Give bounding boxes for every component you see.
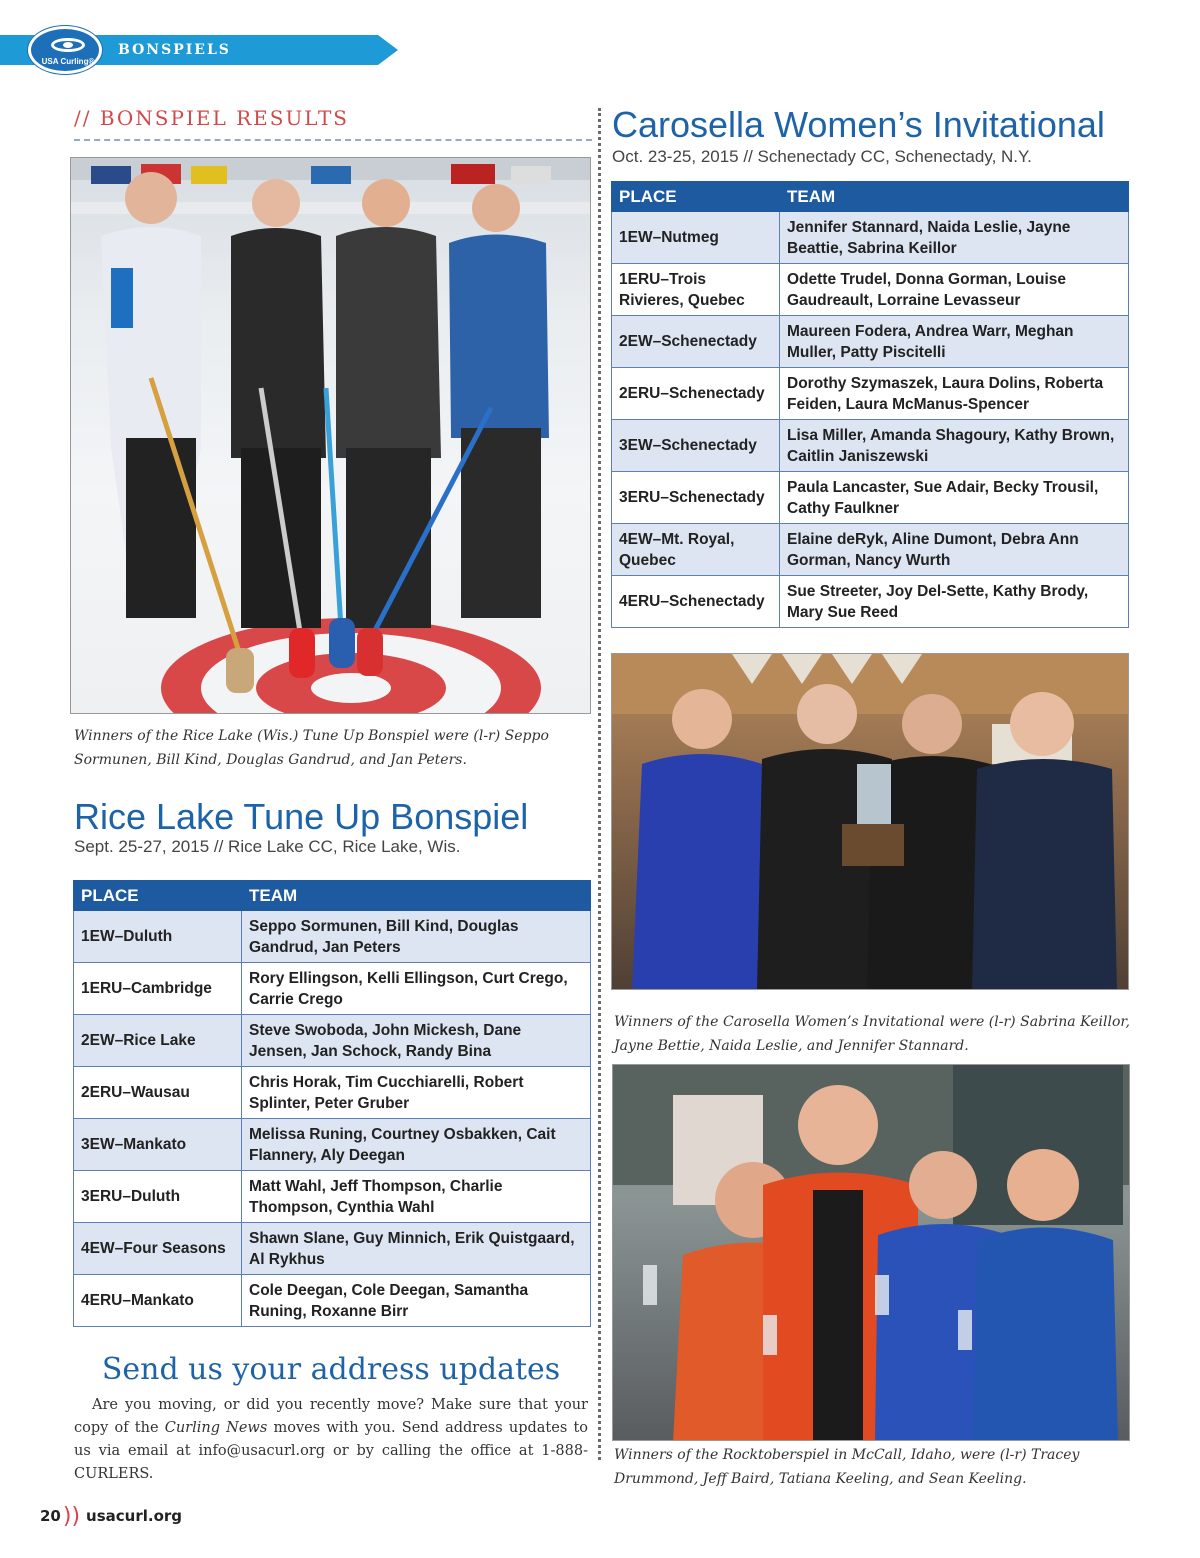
rice-lake-title: Rice Lake Tune Up Bonspiel <box>74 796 529 837</box>
place-cell: 4EW–Mt. Royal, Quebec <box>612 524 780 576</box>
place-cell: 4ERU–Mankato <box>74 1275 242 1327</box>
place-cell: 2ERU–Wausau <box>74 1067 242 1119</box>
table-row <box>612 212 1129 264</box>
place-column-header: PLACE <box>74 881 242 911</box>
team-cell: Jennifer Stannard, Naida Leslie, Jayne Beattie, Sabrina Keillor <box>780 212 1129 264</box>
page-number: 20 <box>40 1507 61 1525</box>
place-cell: 3EW–Schenectady <box>612 420 780 472</box>
team-cell: Melissa Runing, Courtney Osbakken, Cait Flannery, Aly Deegan <box>242 1119 591 1171</box>
rocktoberspiel-photo-caption: Winners of the Rocktoberspiel in McCall, Idaho, were (l-r) Tracey Drummond, Jeff Baird, Tatiana Keeling, and Sean Keeling. <box>614 1447 1080 1487</box>
table-row <box>612 420 1129 472</box>
page-footer <box>40 1504 182 1529</box>
logo-text: USA Curling® <box>41 57 95 66</box>
place-cell: 4EW–Four Seasons <box>74 1223 242 1275</box>
table-row <box>74 1275 591 1327</box>
footer-site: usacurl.org <box>86 1507 183 1525</box>
carosella-photo-caption: Winners of the Carosella Women’s Invitational were (l-r) Sabrina Keillor, Jayne Bettie, Naida Leslie, and Jennifer Stannard. <box>614 1014 1130 1054</box>
place-cell: 1ERU–Cambridge <box>74 963 242 1015</box>
table-header-row <box>74 881 591 911</box>
table-row <box>612 264 1129 316</box>
carosella-photo-art <box>612 654 1129 990</box>
team-cell: Cole Deegan, Cole Deegan, Samantha Runing, Roxanne Birr <box>242 1275 591 1327</box>
table-row <box>612 368 1129 420</box>
rice-lake-winners-photo <box>70 157 591 714</box>
footer-ornament: )) <box>62 1504 81 1529</box>
bonspiel-results-heading: // BONSPIEL RESULTS <box>74 106 350 130</box>
table-header-row <box>612 182 1129 212</box>
team-cell: Steve Swoboda, John Mickesh, Dane Jensen, Jan Schock, Randy Bina <box>242 1015 591 1067</box>
team-cell: Matt Wahl, Jeff Thompson, Charlie Thompson, Cynthia Wahl <box>242 1171 591 1223</box>
section-divider <box>74 139 592 141</box>
place-cell: 3EW–Mankato <box>74 1119 242 1171</box>
logo-dot <box>63 42 73 48</box>
address-body-part-2: moves with you. Send address updates to us via email at info@usacurl.org or by calling the office at 1-888-CURLERS. <box>74 1420 589 1482</box>
carosella-winners-photo <box>611 653 1129 990</box>
place-cell: 1EW–Nutmeg <box>612 212 780 264</box>
place-column-header: PLACE <box>612 182 780 212</box>
team-cell: Chris Horak, Tim Cucchiarelli, Robert Splinter, Peter Gruber <box>242 1067 591 1119</box>
rocktober-photo-art <box>613 1065 1130 1441</box>
carosella-subtitle: Oct. 23-25, 2015 // Schenectady CC, Schenectady, N.Y. <box>612 147 1032 166</box>
table-row <box>612 472 1129 524</box>
team-cell: Paula Lancaster, Sue Adair, Becky Trousil, Cathy Faulkner <box>780 472 1129 524</box>
carosella-title: Carosella Women’s Invitational <box>612 104 1105 145</box>
publication-name: Curling News <box>164 1420 268 1436</box>
team-cell: Rory Ellingson, Kelli Ellingson, Curt Crego, Carrie Crego <box>242 963 591 1015</box>
table-row <box>612 316 1129 368</box>
table-row <box>74 1171 591 1223</box>
place-cell: 2ERU–Schenectady <box>612 368 780 420</box>
address-updates-title: Send us your address updates <box>101 1352 561 1387</box>
address-body-part-1: Are you moving, or did you recently move? Make sure that your copy of the <box>74 1397 588 1436</box>
table-row <box>74 1223 591 1275</box>
rice-lake-photo-art <box>71 158 591 714</box>
table-row <box>612 524 1129 576</box>
table-row <box>74 1119 591 1171</box>
table-row <box>74 963 591 1015</box>
rice-lake-photo-caption: Winners of the Rice Lake (Wis.) Tune Up Bonspiel were (l-r) Seppo Sormunen, Bill Kind, Douglas Gandrud, and Jan Peters. <box>74 728 549 768</box>
address-updates-body <box>74 1394 588 1486</box>
place-cell: 2EW–Schenectady <box>612 316 780 368</box>
team-cell: Maureen Fodera, Andrea Warr, Meghan Muller, Patty Piscitelli <box>780 316 1129 368</box>
place-cell: 2EW–Rice Lake <box>74 1015 242 1067</box>
table-row <box>612 576 1129 628</box>
team-column-header: TEAM <box>780 182 1129 212</box>
column-divider <box>598 108 601 1460</box>
team-column-header: TEAM <box>242 881 591 911</box>
place-cell: 1ERU–Trois Rivieres, Quebec <box>612 264 780 316</box>
usa-curling-logo <box>28 26 102 74</box>
section-label: BONSPIELS <box>118 42 231 58</box>
team-cell: Dorothy Szymaszek, Laura Dolins, Roberta Feiden, Laura McManus-Spencer <box>780 368 1129 420</box>
table-row <box>74 1067 591 1119</box>
rice-lake-results-table <box>73 880 591 1327</box>
place-cell: 3ERU–Duluth <box>74 1171 242 1223</box>
team-cell: Shawn Slane, Guy Minnich, Erik Quistgaard, Al Rykhus <box>242 1223 591 1275</box>
team-cell: Seppo Sormunen, Bill Kind, Douglas Gandrud, Jan Peters <box>242 911 591 963</box>
team-cell: Lisa Miller, Amanda Shagoury, Kathy Brown, Caitlin Janiszewski <box>780 420 1129 472</box>
carosella-results-table <box>611 181 1129 628</box>
rice-lake-subtitle: Sept. 25-27, 2015 // Rice Lake CC, Rice Lake, Wis. <box>74 837 461 856</box>
rocktoberspiel-winners-photo <box>612 1064 1130 1441</box>
place-cell: 4ERU–Schenectady <box>612 576 780 628</box>
team-cell: Odette Trudel, Donna Gorman, Louise Gaudreault, Lorraine Levasseur <box>780 264 1129 316</box>
table-row <box>74 1015 591 1067</box>
team-cell: Elaine deRyk, Aline Dumont, Debra Ann Gorman, Nancy Wurth <box>780 524 1129 576</box>
team-cell: Sue Streeter, Joy Del-Sette, Kathy Brody, Mary Sue Reed <box>780 576 1129 628</box>
place-cell: 3ERU–Schenectady <box>612 472 780 524</box>
place-cell: 1EW–Duluth <box>74 911 242 963</box>
table-row <box>74 911 591 963</box>
